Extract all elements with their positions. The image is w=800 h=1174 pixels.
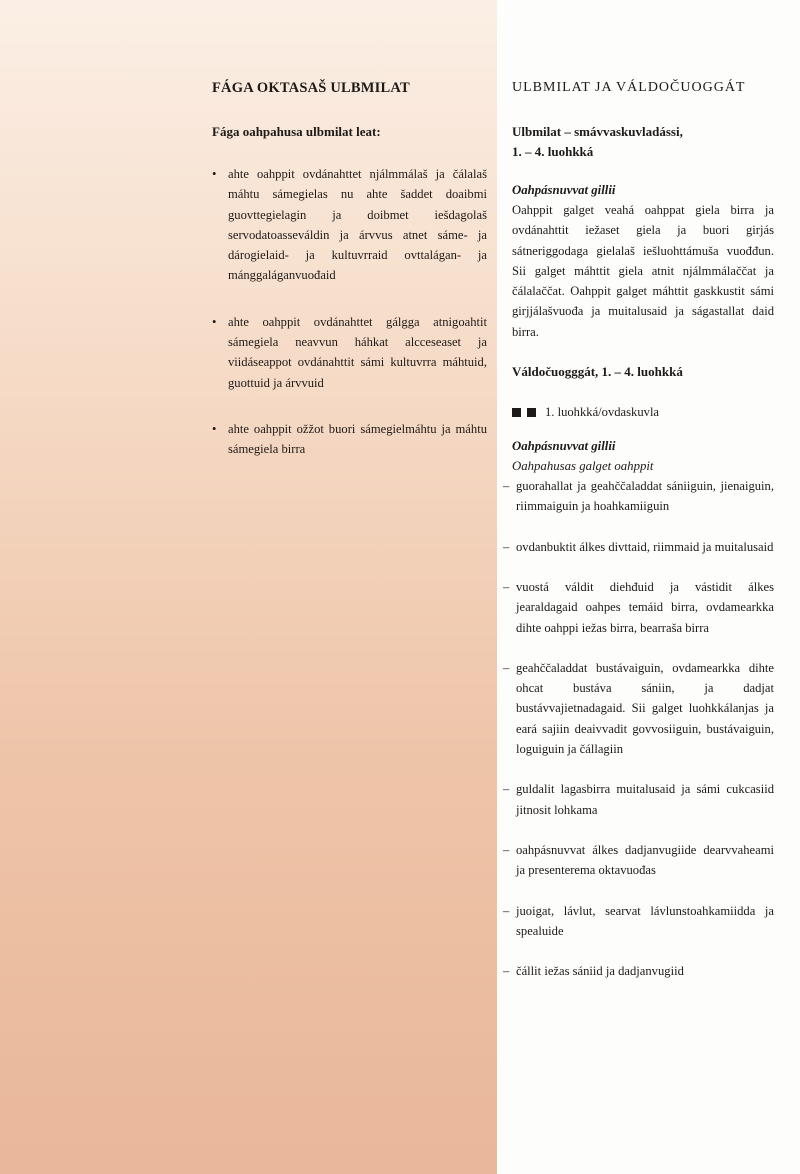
left-subheading: Fága oahpahusa ulbmilat leat: <box>212 124 381 139</box>
square-bullet-icon <box>527 408 536 417</box>
main-point-item: – oahpásnuvvat álkes dadjanvugiide dearvvaheami ja presenterema oktavuođas <box>503 840 774 881</box>
square-bullet-icon <box>512 408 521 417</box>
goals-list <box>212 164 487 460</box>
right-heading: ULBMILAT JA VÁLDOČUOGGÁT <box>512 80 746 95</box>
language-paragraph: Oahppit galget veahá oahppat giela birra ja ovdánahttit iežaset giela ja buori girjás sátneriggodaga gielalaš iešluohttámuša vuođđun. Sii galget máhttit giela atnit njálmmálaččat ja čálalaččat. Oahppit galget máhttit gaskkustit sámi girjjálašvuođa ja muitalusaid ja ságastallat daid birra. <box>512 203 774 339</box>
goal-item: • ahte oahppit ovdánahttet gálgga atnigoahtit sámegiela neavvun háhkat alcceseaset ja viidáseappot ovdánahttit sámi kultuvrra máhtuid, guottuid ja árvvuid <box>212 312 487 393</box>
main-point-item: – geahččaladdat bustávaiguin, ovdamearkka dihte ohcat bustáva sániin, ja dadjat bustávvajietnadagaid. Sii galget luohkkálanjas ja eará sajiin deaivvadit govvosiiguin, bustávaiguin, loguiguin ja čállagiin <box>503 658 774 759</box>
main-point-item: – juoigat, lávlut, searvat lávlunstoahkamiidda ja spealuide <box>503 901 774 942</box>
goal-item: • ahte oahppit ovdánahttet njálmmálaš ja čálalaš máhtu sámegielas nu ahte šaddet doaibmi guovttegielagin ja doibmet iešdagolaš servodatoasseváldin ja árvvus atnet sáme- ja dárogielaid- ja kultuvrraid ovttalágan- ja mánggaláganvuođaid <box>212 164 487 286</box>
right-column <box>512 78 774 1001</box>
left-column <box>212 78 487 486</box>
goals-subheading-line2: 1. – 4. luohkká <box>512 144 594 159</box>
goals-subheading-line1: Ulbmilat – smávvaskuvladássi, <box>512 124 683 139</box>
language-label-2: Oahpásnuvvat gillii <box>512 439 616 454</box>
main-point-item: – guldalit lagasbirra muitalusaid ja sámi cukcasiid jitnosit lohkama <box>503 779 774 820</box>
main-point-item: – ovdanbuktit álkes divttaid, riimmaid ja muitalusaid <box>503 537 774 557</box>
main-point-item: – guorahallat ja geahččaladdat sániiguin, jienaiguin, riimmaiguin ja hoahkamiiguin <box>503 476 774 517</box>
grade-line <box>512 402 774 422</box>
language-label: Oahpásnuvvat gillii <box>512 183 616 197</box>
main-point-item: – čállit iežas sániid ja dadjanvugiid <box>503 961 774 981</box>
left-heading: FÁGA OKTASAŠ ULBMILAT <box>212 80 410 96</box>
intro-text: Oahpahusas galget oahppit <box>512 459 654 474</box>
goal-item: • ahte oahppit ožžot buori sámegielmáhtu ja máhtu sámegiela birra <box>212 419 487 460</box>
main-point-item: – vuostá váldit diehđuid ja vástidit álkes jearaldagaid oahpes temáid birra, ovdamearkka dihte oahppi iežas birra, bearraša birra <box>503 577 774 638</box>
main-points-subheading: Váldočuogggát, 1. – 4. luohkká <box>512 364 683 380</box>
main-points-list <box>512 476 774 981</box>
goals-section <box>512 122 774 342</box>
grade-text: 1. luohkká/ovdaskuvla <box>545 405 660 420</box>
